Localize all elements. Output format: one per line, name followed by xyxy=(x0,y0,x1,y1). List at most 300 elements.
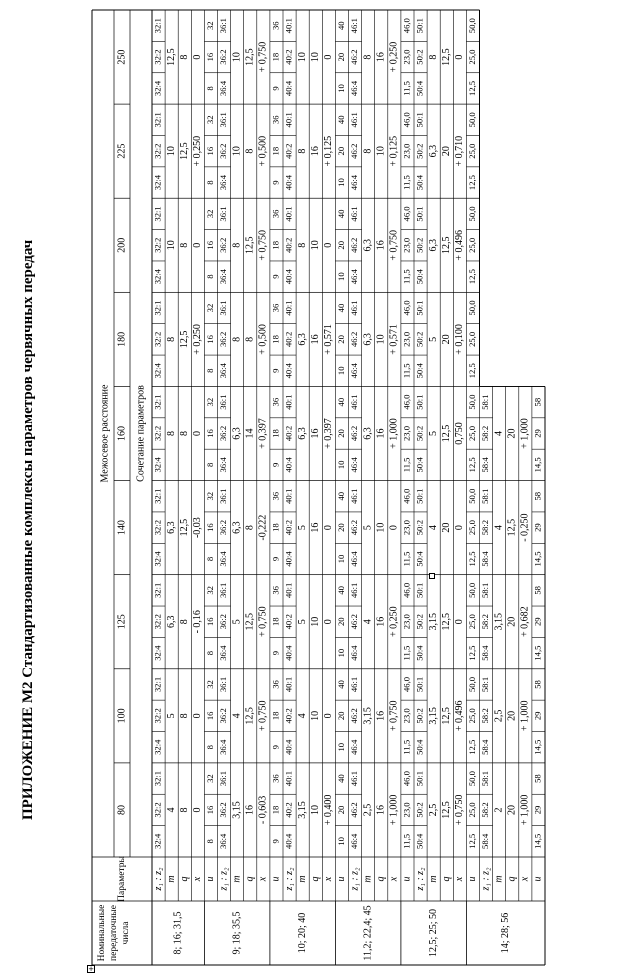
table-cell: 12,5 xyxy=(441,612,453,631)
distance-header: 250 xyxy=(116,49,128,65)
table-cell: 9 xyxy=(270,368,281,373)
table-cell: 9 xyxy=(270,650,281,656)
param-label: m xyxy=(493,875,505,883)
table-cell: 23,0 xyxy=(401,425,412,442)
table-cell: 50,0 xyxy=(466,394,477,410)
table-cell: 6,3 xyxy=(231,521,243,534)
ratio-label: 11,2; 22,4; 45 xyxy=(362,905,374,961)
table-cell: 11,5 xyxy=(401,457,412,473)
table-cell: 10 xyxy=(165,240,177,251)
table-cell: 58:2 xyxy=(480,802,491,818)
table-cell: 58:1 xyxy=(480,582,491,598)
table-cell: 18 xyxy=(270,335,281,344)
table-cell: 16 xyxy=(375,710,387,721)
table-cell: 10 xyxy=(335,178,346,187)
ratio-column-header: числа xyxy=(121,921,131,945)
table-cell: 50:4 xyxy=(414,457,425,473)
table-cell: 50,0 xyxy=(466,771,477,787)
table-cell: 32:1 xyxy=(152,770,163,787)
table-cell: 10 xyxy=(335,837,346,846)
table-cell: 36:4 xyxy=(218,174,229,191)
table-cell: 32 xyxy=(204,397,215,407)
table-cell: 5 xyxy=(362,525,374,531)
table-cell: 5 xyxy=(427,336,439,342)
table-cell: 58 xyxy=(532,491,543,501)
table-cell: 32:4 xyxy=(152,833,163,849)
param-label: q xyxy=(179,876,191,882)
table-cell: 29 xyxy=(532,429,543,438)
table-cell: 0 xyxy=(192,54,204,60)
table-cell: 32:4 xyxy=(152,363,163,379)
table-cell: 40:1 xyxy=(283,300,294,316)
table-cell: 8 xyxy=(362,54,374,60)
table-cell: 50:1 xyxy=(414,770,425,787)
ratio-label: 12,5; 25; 50 xyxy=(427,908,439,958)
table-cell: 16 xyxy=(204,335,215,344)
table-cell: 32 xyxy=(204,586,215,595)
table-cell: 40:4 xyxy=(283,551,294,567)
table-cell: 32 xyxy=(204,115,215,125)
table-cell: 58:2 xyxy=(480,708,491,724)
table-cell: 58:1 xyxy=(480,488,491,504)
table-cell: 40:1 xyxy=(283,488,294,504)
table-cell: 18 xyxy=(270,523,281,532)
table-cell: 29 xyxy=(532,523,543,532)
table-cell: 58:2 xyxy=(480,614,491,630)
table-cell: 5 xyxy=(165,713,177,719)
table-cell: 20 xyxy=(506,428,518,439)
table-cell: 12,5 xyxy=(244,48,256,66)
table-cell: 8 xyxy=(179,713,191,719)
table-cell: 32:1 xyxy=(152,676,163,693)
table-cell: 40:2 xyxy=(283,143,294,159)
table-cell: 29 xyxy=(532,617,543,627)
table-cell: 40:1 xyxy=(283,206,294,222)
table-cell: 50,0 xyxy=(466,582,477,598)
table-cell: 12,5 xyxy=(506,518,518,537)
table-cell: 11,5 xyxy=(401,363,412,379)
table-cell: + 0,750 xyxy=(257,606,269,638)
ratio-label: 8; 16; 31,5 xyxy=(172,911,184,955)
table-cell: 32:4 xyxy=(152,269,163,285)
table-cell: 20 xyxy=(335,429,346,438)
table-cell: 50:4 xyxy=(414,269,425,285)
table-cell: 36 xyxy=(270,209,281,219)
table-cell: 16 xyxy=(204,617,215,627)
table-cell: + 0,750 xyxy=(257,700,269,732)
table-cell: 11,5 xyxy=(401,81,412,96)
table-cell: 10 xyxy=(375,522,387,533)
page-title: ПРИЛОЖЕНИЕ М2 Стандартизованные комплексы параметров червячных передач xyxy=(20,239,36,820)
table-cell: 8 xyxy=(204,368,215,373)
table-cell: 40 xyxy=(335,303,346,313)
table-cell: 14,5 xyxy=(532,551,543,567)
table-cell: 40 xyxy=(335,774,346,783)
table-cell: + 0,250 xyxy=(388,606,400,638)
table-cell: 16 xyxy=(310,146,322,157)
table-cell: 36:1 xyxy=(218,394,229,410)
table-cell: 16 xyxy=(204,240,215,250)
ratio-label: 14; 28; 56 xyxy=(499,912,511,954)
table-cell: 10 xyxy=(310,804,322,815)
table-cell: 18 xyxy=(270,805,281,815)
table-cell: 12,5 xyxy=(466,833,477,849)
table-cell: 16 xyxy=(204,711,215,721)
table-cell: 18 xyxy=(270,240,281,250)
table-cell: 0 xyxy=(323,242,335,248)
distance-header: 80 xyxy=(116,804,128,815)
table-cell: 0 xyxy=(192,713,204,719)
table-cell: 0 xyxy=(323,54,335,60)
table-cell: 50:4 xyxy=(414,551,425,567)
table-cell: 50,0 xyxy=(466,300,477,316)
table-cell: 4 xyxy=(362,619,374,625)
table-cell: + 0,250 xyxy=(192,135,204,167)
param-label: x xyxy=(192,876,204,882)
table-cell: 18 xyxy=(270,429,281,438)
param-label: m xyxy=(296,875,308,883)
table-cell: 32:4 xyxy=(152,174,163,191)
table-cell: 6,3 xyxy=(165,521,177,534)
table-cell: 50:4 xyxy=(414,80,425,97)
table-cell: 40 xyxy=(335,209,346,219)
table-cell: 46:1 xyxy=(349,206,360,222)
table-cell: 46:4 xyxy=(349,645,360,661)
distance-header: 160 xyxy=(116,426,128,441)
table-cell: + 0,571 xyxy=(388,324,400,355)
table-cell: 16 xyxy=(244,804,256,815)
table-cell: 16 xyxy=(375,616,387,627)
table-cell: 16 xyxy=(204,429,215,438)
table-cell: 10 xyxy=(310,52,322,63)
table-cell: 36 xyxy=(270,586,281,595)
table-cell: 50:2 xyxy=(414,614,425,630)
table-cell: 12,5 xyxy=(179,518,191,537)
table-cell: 6,3 xyxy=(362,239,374,252)
table-cell: 8 xyxy=(179,807,191,813)
table-cell: 16 xyxy=(375,428,387,439)
table-cell: 50:1 xyxy=(414,18,425,34)
table-cell: 6,3 xyxy=(165,615,177,628)
table-cell: + 0,750 xyxy=(388,229,400,261)
table-cell: 23,0 xyxy=(401,520,412,536)
table-cell: 0 xyxy=(323,713,335,719)
table-cell: 32:4 xyxy=(152,739,163,755)
table-cell: 36 xyxy=(270,303,281,313)
table-cell: 46:1 xyxy=(349,112,360,128)
table-cell: 50:1 xyxy=(414,582,425,598)
table-cell: 10 xyxy=(335,742,346,752)
table-cell: 10 xyxy=(335,366,346,376)
table-cell: 32:1 xyxy=(152,300,163,316)
table-cell: 36:4 xyxy=(218,269,229,285)
table-cell: 46,0 xyxy=(401,18,412,34)
table-cell: 20 xyxy=(441,334,453,345)
table-cell: 32:2 xyxy=(152,802,163,818)
table-cell: 10 xyxy=(375,334,387,345)
table-cell: 8 xyxy=(244,525,256,531)
table-cell: 50:1 xyxy=(414,206,425,222)
table-cell: 36:1 xyxy=(218,582,229,598)
table-cell: + 0,500 xyxy=(257,324,269,355)
table-cell: 8 xyxy=(179,619,191,625)
table-cell: 46:2 xyxy=(349,49,360,65)
table-cell: 46:4 xyxy=(349,833,360,849)
table-cell: + 0,571 xyxy=(323,324,335,355)
table-cell: + 0,397 xyxy=(257,418,269,449)
table-cell: 46:4 xyxy=(349,457,360,473)
table-cell: 8 xyxy=(165,431,177,436)
table-cell: 58:2 xyxy=(480,519,491,536)
ratio-label: 9; 18; 35,5 xyxy=(231,911,243,955)
table-cell: 46:1 xyxy=(349,488,360,504)
table-cell: 32:1 xyxy=(152,582,163,598)
table-cell: 6,3 xyxy=(427,239,439,252)
table-cell: 50:2 xyxy=(414,143,425,159)
table-cell: 32 xyxy=(204,680,215,689)
table-cell: 58:4 xyxy=(480,645,491,661)
table-cell: 8 xyxy=(427,54,439,60)
table-cell: 8 xyxy=(204,274,215,279)
table-cell: 16 xyxy=(204,146,215,156)
table-cell: 46:4 xyxy=(349,739,360,755)
table-cell: 9 xyxy=(270,745,281,750)
table-cell: + 0,250 xyxy=(388,41,400,73)
table-cell: 36:4 xyxy=(218,551,229,567)
table-cell: 12,5 xyxy=(466,551,477,567)
table-cell: 20 xyxy=(506,616,518,627)
table-cell: + 0,500 xyxy=(257,135,269,167)
table-cell: 32:2 xyxy=(152,614,163,630)
table-cell: 50:4 xyxy=(414,645,425,661)
distance-header: 125 xyxy=(116,614,128,630)
table-cell: -0,222 xyxy=(257,514,269,541)
table-cell: 16 xyxy=(375,240,387,251)
param-label: m xyxy=(231,875,243,883)
table-cell: 8 xyxy=(231,242,243,248)
table-cell: 58:4 xyxy=(480,551,491,567)
table-cell: 36 xyxy=(270,21,281,30)
table-cell: 50:2 xyxy=(414,519,425,536)
table-cell: + 0,496 xyxy=(454,229,466,261)
param-label: z₁ : z₂ xyxy=(414,867,426,891)
table-cell: 58 xyxy=(532,680,543,689)
param-label: x xyxy=(519,876,531,882)
table-cell: 32:2 xyxy=(152,331,163,348)
table-cell: 18 xyxy=(270,52,281,62)
table-cell: 12,5 xyxy=(466,175,477,191)
table-cell: 46:2 xyxy=(349,425,360,442)
table-cell: 5 xyxy=(296,619,308,625)
table-cell: 11,5 xyxy=(401,551,412,567)
move-handle-icon[interactable]: + xyxy=(88,965,94,973)
table-cell: 32 xyxy=(204,21,215,30)
table-cell: 40:1 xyxy=(283,112,294,128)
table-cell: 40:4 xyxy=(283,645,294,661)
table-cell: 40 xyxy=(335,586,346,595)
table-cell: 46:2 xyxy=(349,237,360,253)
table-cell: 9 xyxy=(270,839,281,844)
table-cell: 40:2 xyxy=(283,331,294,348)
table-cell: 40:1 xyxy=(283,676,294,693)
resize-handle-icon[interactable] xyxy=(429,573,435,579)
param-label: q xyxy=(375,876,387,882)
table-cell: 50,0 xyxy=(466,18,477,34)
param-column-header: Параметры xyxy=(117,856,128,902)
table-cell: 50:1 xyxy=(414,112,425,128)
table-cell: 50:4 xyxy=(414,833,425,849)
table-cell: 20 xyxy=(441,522,453,533)
table-cell: 12,5 xyxy=(466,739,477,755)
table-cell: 11,5 xyxy=(401,833,412,849)
table-cell: 6,3 xyxy=(296,427,308,440)
table-cell: 46:4 xyxy=(349,174,360,191)
table-cell: 36:4 xyxy=(218,80,229,97)
table-cell: 6,3 xyxy=(231,427,243,440)
table-cell: 10 xyxy=(231,52,243,63)
table-cell: 46:1 xyxy=(349,18,360,34)
table-cell: 25,0 xyxy=(466,237,477,253)
distance-header: 200 xyxy=(116,237,128,253)
param-label: m xyxy=(165,875,177,883)
param-label: x xyxy=(454,876,466,882)
table-cell: 50:2 xyxy=(414,425,425,442)
table-cell: 0 xyxy=(388,525,400,531)
table-cell: 20 xyxy=(335,335,346,344)
table-cell: 32:4 xyxy=(152,457,163,473)
table-cell: 58:4 xyxy=(480,739,491,755)
table-cell: 36:2 xyxy=(218,237,229,253)
table-cell: 40 xyxy=(335,491,346,501)
table-cell: 20 xyxy=(335,52,346,62)
table-cell: + 0,100 xyxy=(454,324,466,355)
table-cell: 46,0 xyxy=(401,676,412,692)
param-label: x xyxy=(323,876,335,882)
table-cell: + 1,000 xyxy=(519,794,531,826)
table-cell: 32 xyxy=(204,209,215,219)
table-cell: 4 xyxy=(231,713,243,719)
table-cell: 32:2 xyxy=(152,237,163,253)
table-cell: 40:4 xyxy=(283,739,294,755)
param-label: x xyxy=(388,876,400,882)
table-cell: 58 xyxy=(532,774,543,783)
table-cell: 50:1 xyxy=(414,488,425,504)
table-cell: 40:2 xyxy=(283,425,294,442)
table-cell: 58:1 xyxy=(480,394,491,410)
table-cell: 50:4 xyxy=(414,174,425,191)
table-cell: 20 xyxy=(506,804,518,815)
table-cell: 23,0 xyxy=(401,614,412,630)
param-label: z₁ : z₂ xyxy=(349,867,361,891)
table-cell: 16 xyxy=(204,52,215,62)
param-label: m xyxy=(427,875,439,883)
table-cell: 32:2 xyxy=(152,425,163,442)
table-cell: + 0,400 xyxy=(323,794,335,826)
table-cell: 32:4 xyxy=(152,645,163,661)
param-label: u xyxy=(336,876,348,882)
table-cell: 2,5 xyxy=(427,803,439,817)
table-cell: 9 xyxy=(270,86,281,91)
table-cell: 11,5 xyxy=(401,739,412,755)
table-cell: 2,5 xyxy=(362,803,374,817)
table-cell: 32 xyxy=(204,491,215,501)
table-cell: 12,5 xyxy=(466,80,477,96)
table-cell: 40:2 xyxy=(283,708,294,724)
table-cell: 25,0 xyxy=(466,520,477,536)
table-cell: 20 xyxy=(335,523,346,532)
table-cell: 0,750 xyxy=(454,422,466,445)
table-cell: 10 xyxy=(335,84,346,93)
table-cell: 10 xyxy=(310,240,322,251)
table-cell: 58:1 xyxy=(480,676,491,693)
table-cell: 12,5 xyxy=(179,142,191,160)
table-cell: 8 xyxy=(204,839,215,844)
table-cell: + 1,000 xyxy=(388,794,400,826)
table-cell: 10 xyxy=(310,710,322,721)
table-cell: 10 xyxy=(335,460,346,470)
table-cell: 36:4 xyxy=(218,739,229,755)
table-cell: 29 xyxy=(532,711,543,721)
table-cell: 8 xyxy=(244,148,256,154)
table-cell: 36:1 xyxy=(218,770,229,787)
table-cell: 58 xyxy=(532,586,543,595)
table-cell: 12,5 xyxy=(466,363,477,379)
table-cell: 5 xyxy=(296,525,308,531)
table-cell: 10 xyxy=(335,272,346,281)
table-cell: 8 xyxy=(231,336,243,342)
table-cell: 46:1 xyxy=(349,676,360,693)
table-cell: 10 xyxy=(165,146,177,157)
table-cell: 36:1 xyxy=(218,300,229,316)
table-cell: 9 xyxy=(270,180,281,185)
table-cell: - 0,16 xyxy=(192,610,204,634)
table-cell: 46:4 xyxy=(349,269,360,285)
table-cell: 0 xyxy=(192,807,204,813)
table-cell: 50:2 xyxy=(414,237,425,253)
table-cell: 20 xyxy=(335,805,346,815)
table-cell: 8 xyxy=(244,336,256,342)
table-cell: 4 xyxy=(165,807,177,813)
table-cell: 11,5 xyxy=(401,269,412,285)
table-cell: 46:1 xyxy=(349,394,360,410)
table-cell: 12,5 xyxy=(441,801,453,819)
table-cell: 11,5 xyxy=(401,175,412,190)
table-cell: 32:2 xyxy=(152,708,163,724)
table-cell: 36 xyxy=(270,397,281,407)
table-cell: + 0,750 xyxy=(388,700,400,732)
param-label: u xyxy=(532,876,544,882)
table-cell: 14,5 xyxy=(532,645,543,661)
table-cell: 11,5 xyxy=(401,645,412,661)
table-cell: 12,5 xyxy=(179,330,191,349)
table-cell: 46:2 xyxy=(349,802,360,818)
table-cell: + 0,496 xyxy=(454,700,466,732)
table-cell: 36:4 xyxy=(218,363,229,379)
table-cell: 12,5 xyxy=(165,48,177,66)
table-cell: 50,0 xyxy=(466,488,477,504)
table-cell: 18 xyxy=(270,146,281,156)
distance-header: 225 xyxy=(116,143,128,159)
table-cell: 46,0 xyxy=(401,771,412,787)
table-cell: 46,0 xyxy=(401,300,412,316)
table-cell: 50:2 xyxy=(414,331,425,348)
table-cell: 36:2 xyxy=(218,425,229,442)
table-cell: 4 xyxy=(493,431,505,436)
table-cell: 20 xyxy=(441,146,453,157)
table-cell: 46:2 xyxy=(349,143,360,159)
table-cell: 18 xyxy=(270,617,281,627)
table-cell: 6,3 xyxy=(427,144,439,158)
